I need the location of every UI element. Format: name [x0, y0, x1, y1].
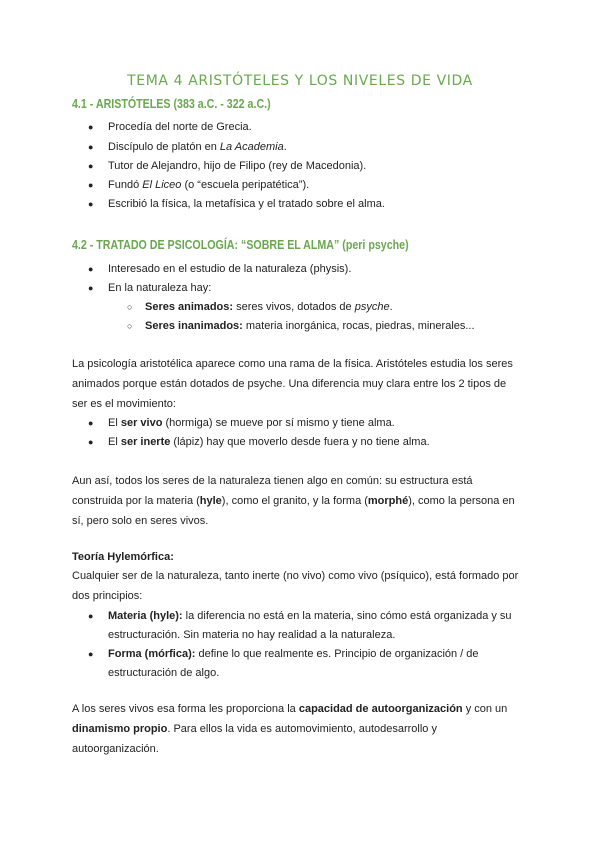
paragraph-line: ser es el movimiento: [72, 398, 176, 410]
paragraph-line: dinamismo propio. Para ellos la vida es automovimiento, autodesarrollo y [72, 723, 437, 735]
list-item: El ser inerte (lápiz) hay que moverlo desde fuera y no tiene alma. [108, 436, 430, 448]
bullet-icon: ● [88, 649, 94, 659]
sub-list-item: Seres inanimados: materia inorgánica, rocas, piedras, minerales... [145, 320, 475, 332]
paragraph-line: Aun así, todos los seres de la naturaleza tienen algo en común: su estructura está [72, 475, 473, 487]
bullet-icon: ● [88, 161, 94, 171]
bullet-icon: ● [88, 264, 94, 274]
list-item: Tutor de Alejandro, hijo de Filipo (rey de Macedonia). [108, 160, 367, 172]
list-item: Procedía del norte de Grecia. [108, 121, 252, 133]
bullet-icon: ● [88, 437, 94, 447]
section-heading-aristoteles: 4.1 - ARISTÓTELES (383 a.C. - 322 a.C.) [72, 96, 271, 111]
hollow-bullet-icon: ○ [127, 321, 133, 331]
list-item: Discípulo de platón en La Academia. [108, 141, 287, 153]
list-item: Forma (mórfica): define lo que realmente es. Principio de organización / de [108, 648, 479, 660]
bullet-icon: ● [88, 122, 94, 132]
list-item: Fundó El Liceo (o “escuela peripatética”). [108, 179, 310, 191]
hollow-bullet-icon: ○ [127, 302, 133, 312]
paragraph-line: Cualquier ser de la naturaleza, tanto inerte (no vivo) como vivo (psíquico), está formado por [72, 570, 519, 582]
document-title: TEMA 4 ARISTÓTELES Y LOS NIVELES DE VIDA [127, 73, 473, 89]
paragraph-line: dos principios: [72, 590, 143, 602]
list-item-continuation: estructuración de algo. [108, 667, 220, 679]
bullet-icon: ● [88, 199, 94, 209]
bullet-icon: ● [88, 142, 94, 152]
list-item: Materia (hyle): la diferencia no está en la materia, sino cómo está organizada y su [108, 610, 512, 622]
paragraph-line: La psicología aristotélica aparece como una rama de la física. Aristóteles estudia los seres [72, 358, 513, 370]
sub-list-item: Seres animados: seres vivos, dotados de psyche. [145, 301, 393, 313]
paragraph-line: sí, pero solo en seres vivos. [72, 515, 209, 527]
theory-heading: Teoría Hylemórfica: [72, 551, 174, 563]
bullet-icon: ● [88, 418, 94, 428]
list-item: Escribió la física, la metafísica y el tratado sobre el alma. [108, 198, 385, 210]
section-heading-tratado: 4.2 - TRATADO DE PSICOLOGÍA: “SOBRE EL ALMA” (peri psyche) [72, 237, 409, 252]
list-item: En la naturaleza hay: [108, 282, 212, 294]
paragraph-line: autoorganización. [72, 743, 159, 755]
list-item-continuation: estructuración. Sin materia no hay realidad a la naturaleza. [108, 629, 396, 641]
list-item: El ser vivo (hormiga) se mueve por sí mismo y tiene alma. [108, 417, 395, 429]
bullet-icon: ● [88, 283, 94, 293]
paragraph-line: A los seres vivos esa forma les proporciona la capacidad de autoorganización y con un [72, 703, 508, 715]
paragraph-line: construida por la materia (hyle), como el granito, y la forma (morphé), como la persona en [72, 495, 515, 507]
bullet-icon: ● [88, 180, 94, 190]
paragraph-line: animados porque están dotados de psyche. Una diferencia muy clara entre los 2 tipos de [72, 378, 507, 390]
list-item: Interesado en el estudio de la naturaleza (physis). [108, 263, 352, 275]
bullet-icon: ● [88, 611, 94, 621]
